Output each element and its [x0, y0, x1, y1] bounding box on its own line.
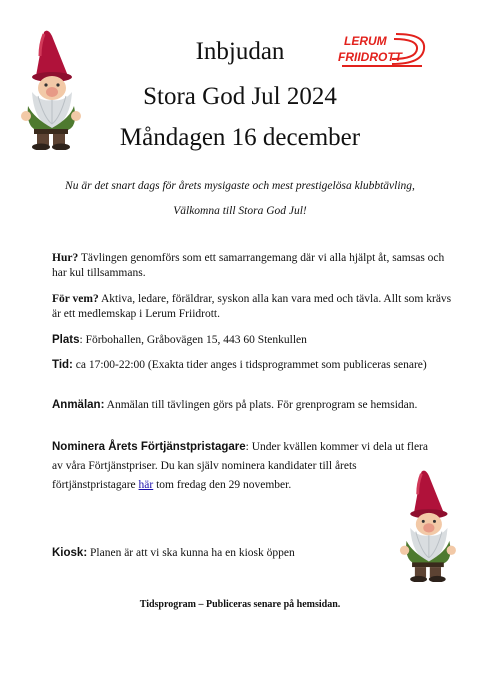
- section-tid-text: ca 17:00-22:00 (Exakta tider anges i tidsprogrammet som publiceras senare): [72, 359, 427, 371]
- section-for-vem-label: För vem?: [52, 293, 99, 305]
- section-hur-text: Tävlingen genomförs som ett samarrangemang där vi alla hjälpt åt, samsas och har kul tillsammans.: [52, 252, 445, 279]
- logo-text-bottom: FRIIDROTT: [338, 50, 402, 64]
- section-plats-text: : Förbohallen, Gråbovägen 15, 443 60 Stenkullen: [79, 334, 307, 346]
- section-nominera: [52, 438, 432, 495]
- section-kiosk-label: Kiosk:: [52, 547, 88, 559]
- section-nominera-text-after: tom fredag den 29 november.: [153, 479, 292, 491]
- title-date: Måndagen 16 december: [119, 124, 361, 151]
- gnome-illustration: [393, 470, 461, 582]
- section-hur: [52, 251, 452, 281]
- section-anmalan-label: Anmälan:: [52, 399, 105, 411]
- section-plats-label: Plats: [52, 334, 80, 346]
- title-event: Stora God Jul 2024: [143, 83, 337, 110]
- footer-program-note: Tidsprogram – Publiceras senare på hemsidan.: [139, 599, 341, 610]
- section-plats: [52, 333, 452, 348]
- section-tid-label: Tid:: [52, 359, 73, 371]
- section-nominera-text: : Under kvällen kommer vi dela ut flera av våra Förtjänstpriser. Du kan själv nominera kandidater till årets förtjänstpristagare: [52, 441, 428, 491]
- section-anmalan: [52, 398, 452, 413]
- section-kiosk-text: Planen är att vi ska kunna ha en kiosk öppen: [87, 547, 295, 559]
- intro-line-1: Nu är det snart dags för årets mysigaste och mest prestigelösa klubbtävling,: [65, 180, 415, 192]
- section-tid: [52, 358, 452, 373]
- intro-line-2: Välkomna till Stora God Jul!: [173, 205, 307, 217]
- title-invitation: Inbjudan: [195, 38, 285, 65]
- section-nominera-label: Nominera Årets Förtjänstpristagare: [52, 441, 246, 453]
- section-kiosk: [52, 546, 452, 561]
- section-hur-label: Hur?: [52, 252, 79, 264]
- section-for-vem: [52, 292, 452, 322]
- nominate-link[interactable]: här: [138, 479, 154, 491]
- logo-text-top: LERUM: [344, 34, 387, 48]
- section-for-vem-text: Aktiva, ledare, föräldrar, syskon alla kan vara med och tävla. Allt som krävs är ett medlemskap i Lerum Friidrott.: [52, 293, 452, 320]
- section-anmalan-text: Anmälan till tävlingen görs på plats. För grenprogram se hemsidan.: [104, 399, 418, 411]
